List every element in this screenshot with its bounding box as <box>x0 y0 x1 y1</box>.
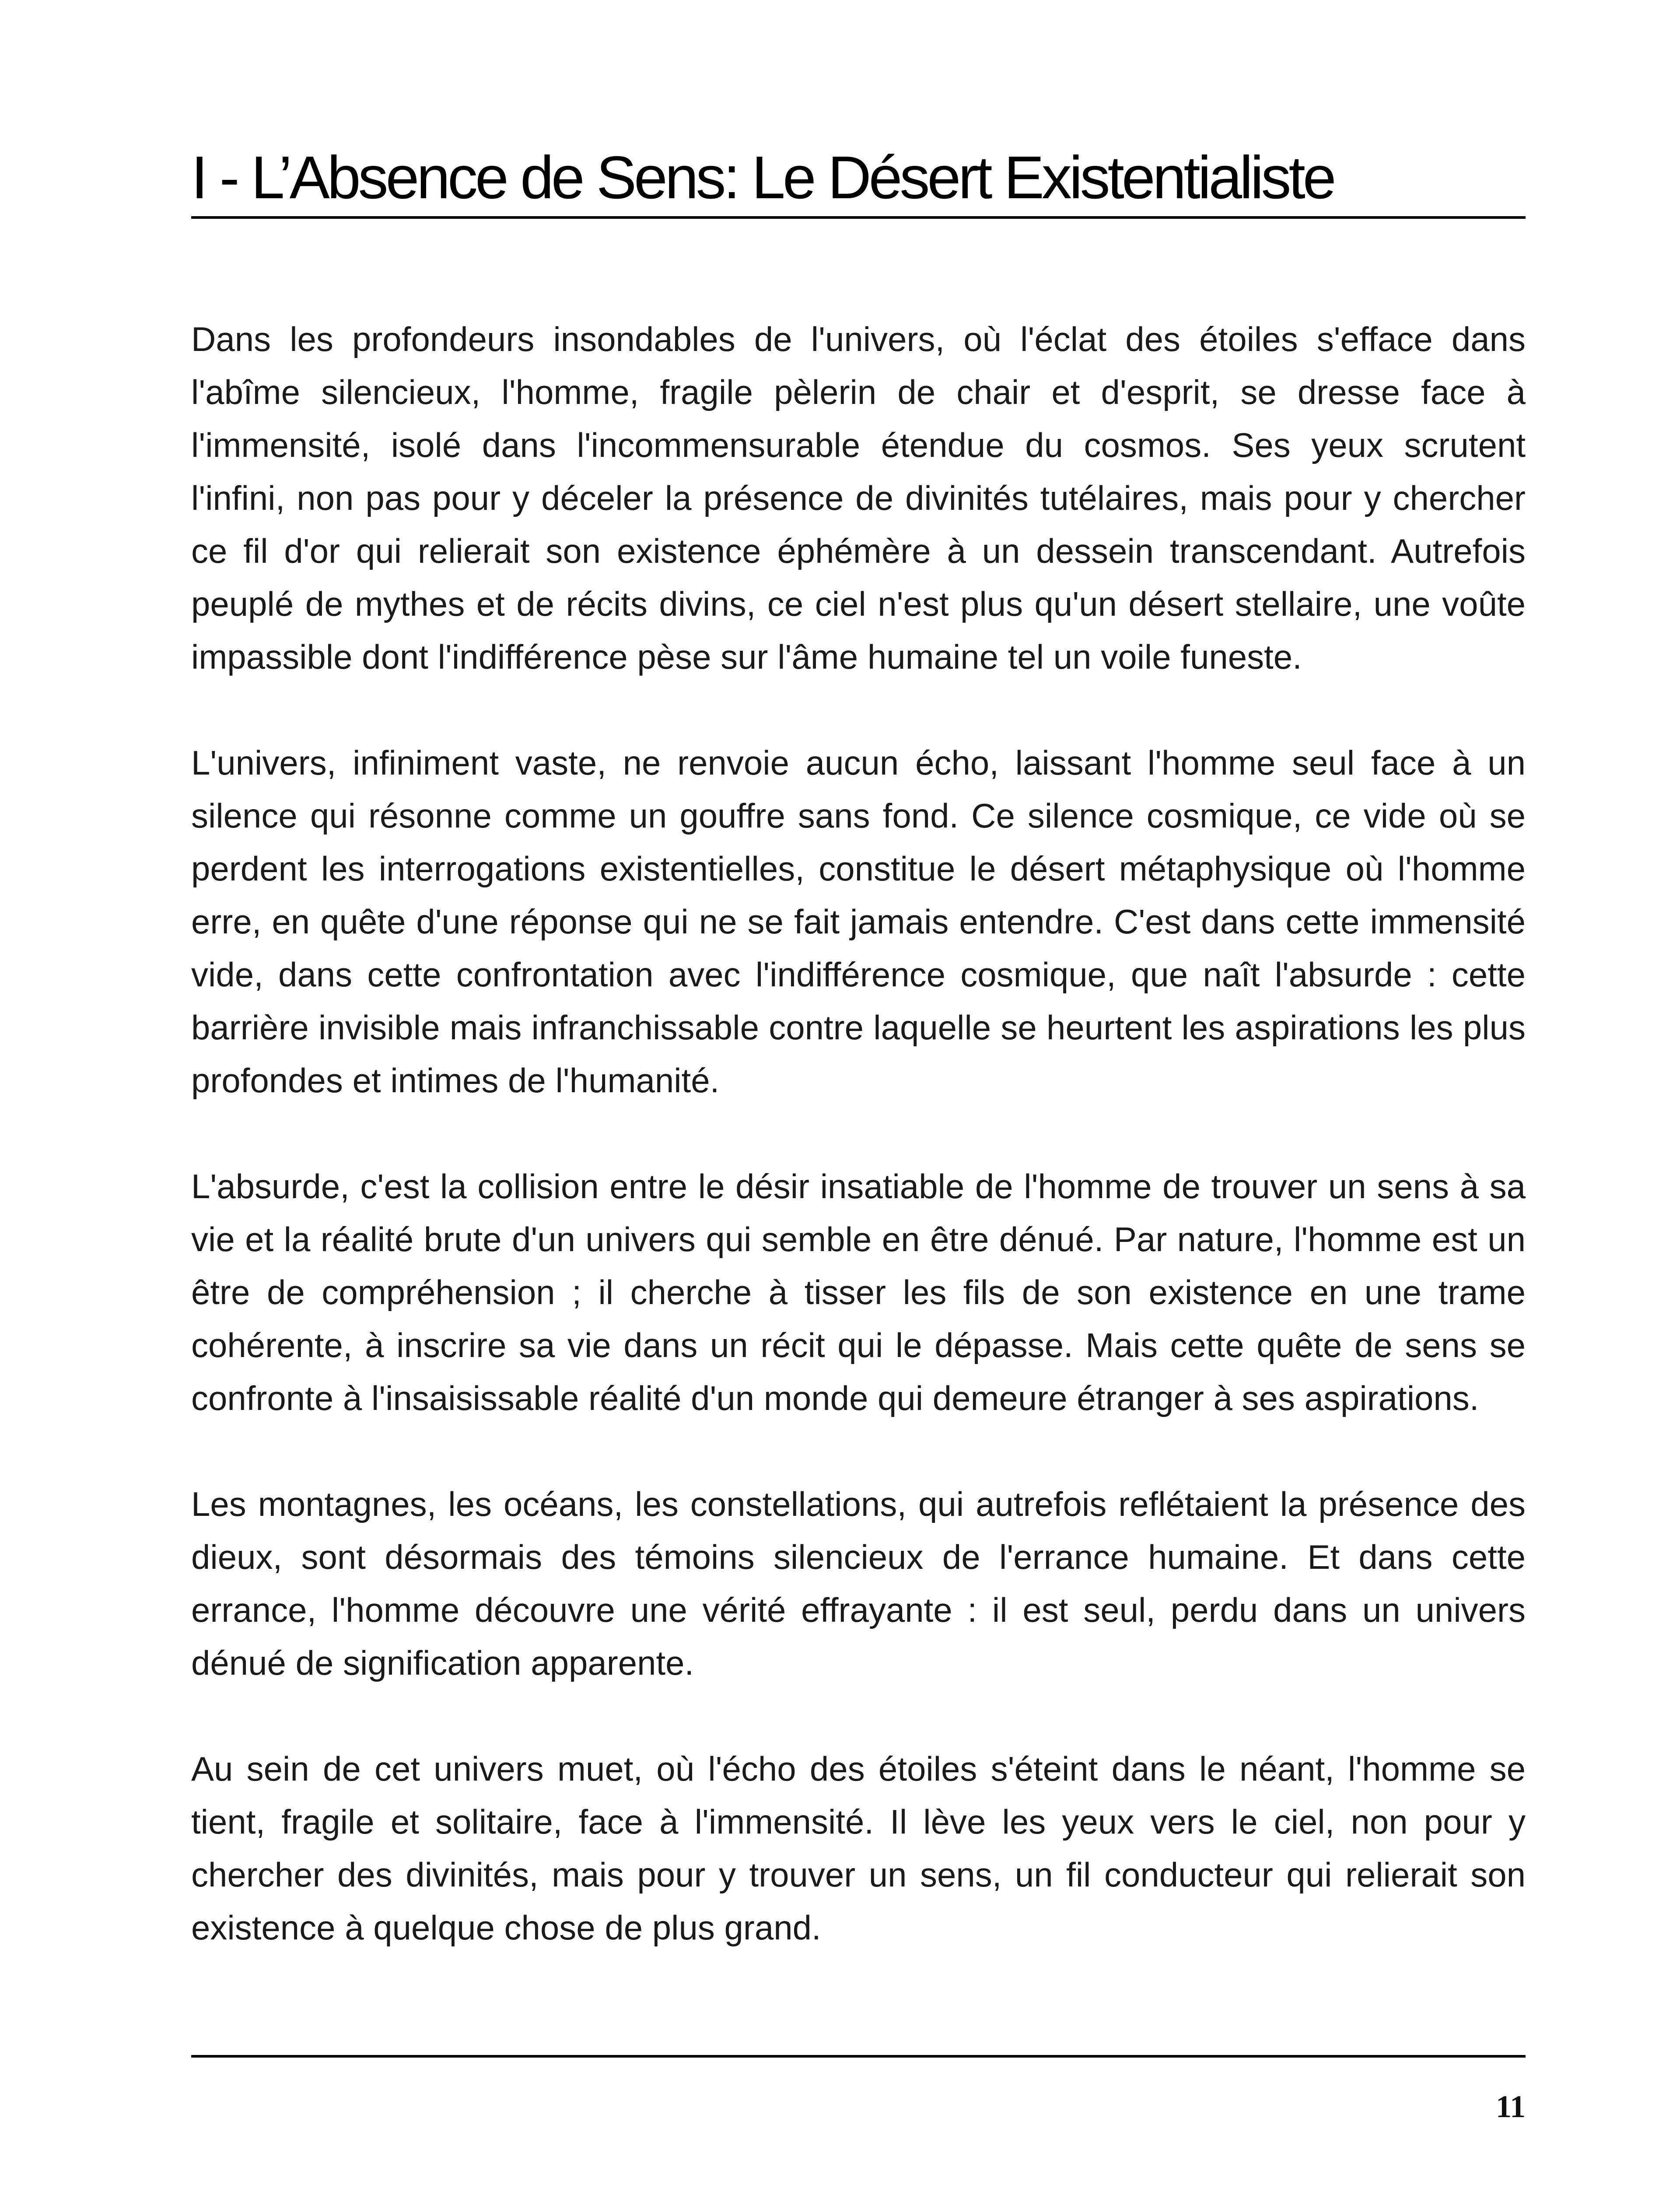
paragraph: Les montagnes, les océans, les constellations, qui autrefois reflétaient la présence des dieux, sont désormais des témoins silencieux de l'errance humaine. Et dans cette errance, l'homme découvre une vérité effrayante : il est seul, perdu dans un univers dénué de signification apparente. <box>191 1485 1526 1682</box>
page-number: 11 <box>1495 2089 1526 2124</box>
footer-divider <box>191 2055 1526 2058</box>
paragraph: Dans les profondeurs insondables de l'univers, où l'éclat des étoiles s'efface dans l'abîme silencieux, l'homme, fragile pèlerin de chair et d'esprit, se dresse face à l'immensité, isolé dans l'incommensurable étendue du cosmos. Ses yeux scrutent l'infini, non pas pour y déceler la présence de divinités tutélaires, mais pour y chercher ce fil d'or qui relierait son existence éphémère à un dessein transcendant. Autrefois peuplé de mythes et de récits divins, ce ciel n'est plus qu'un désert stellaire, une voûte impassible dont l'indifférence pèse sur l'âme humaine tel un voile funeste. <box>191 320 1526 676</box>
body-text <box>191 313 1526 1954</box>
heading-divider <box>191 216 1526 219</box>
paragraph: Au sein de cet univers muet, où l'écho des étoiles s'éteint dans le néant, l'homme se tient, fragile et solitaire, face à l'immensité. Il lève les yeux vers le ciel, non pour y chercher des divinités, mais pour y trouver un sens, un fil conducteur qui relierait son existence à quelque chose de plus grand. <box>191 1750 1526 1947</box>
paragraph: L'absurde, c'est la collision entre le désir insatiable de l'homme de trouver un sens à sa vie et la réalité brute d'un univers qui semble en être dénué. Par nature, l'homme est un être de compréhension ; il cherche à tisser les fils de son existence en une trame cohérente, à inscrire sa vie dans un récit qui le dépasse. Mais cette quête de sens se confronte à l'insaisissable réalité d'un monde qui demeure étranger à ses aspirations. <box>191 1167 1526 1417</box>
paragraph: L'univers, infiniment vaste, ne renvoie aucun écho, laissant l'homme seul face à un silence qui résonne comme un gouffre sans fond. Ce silence cosmique, ce vide où se perdent les interrogations existentielles, constitue le désert métaphysique où l'homme erre, en quête d'une réponse qui ne se fait jamais entendre. C'est dans cette immensité vide, dans cette confrontation avec l'indifférence cosmique, que naît l'absurde : cette barrière invisible mais infranchissable contre laquelle se heurtent les aspirations les plus profondes et intimes de l'humanité. <box>191 743 1526 1100</box>
chapter-heading: I - L’Absence de Sens: Le Désert Existentialiste <box>191 144 1334 211</box>
